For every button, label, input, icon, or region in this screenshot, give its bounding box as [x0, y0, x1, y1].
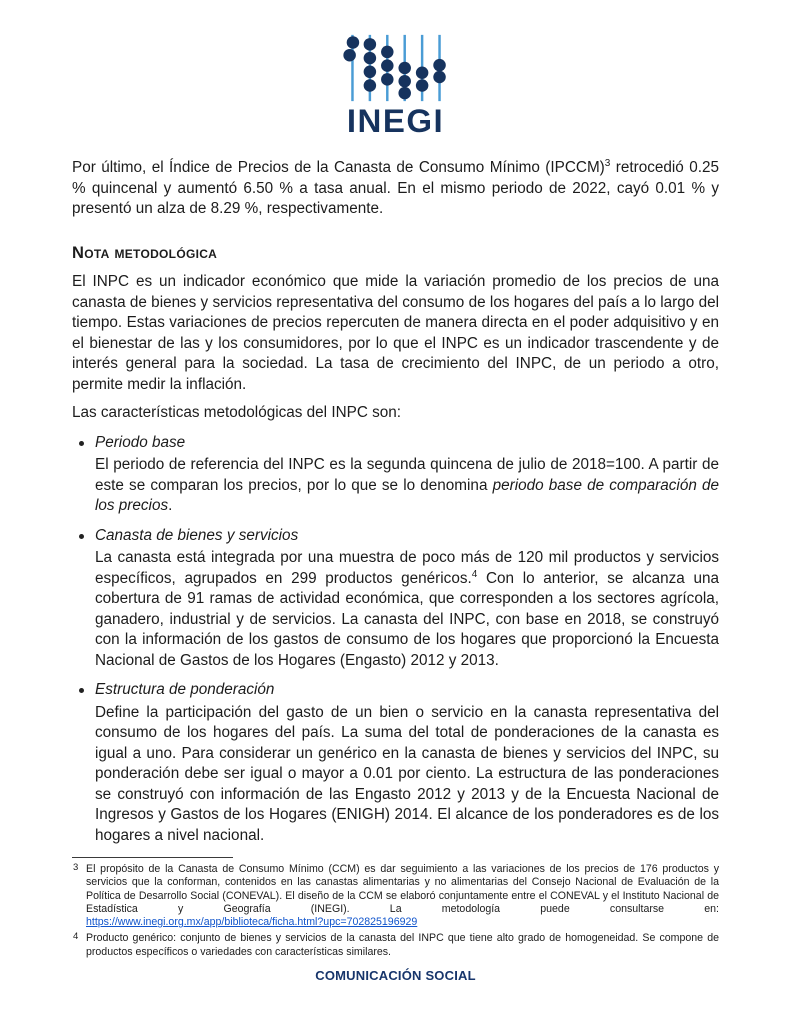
footnote-separator [72, 857, 233, 858]
bullet-canasta [95, 526, 719, 672]
footnote-ref-4: 4 [471, 568, 478, 580]
bullet-body-canasta [95, 548, 719, 671]
periodo-base-text-end: . [168, 497, 173, 514]
footer-comunicacion-social: COMUNICACIÓN SOCIAL [315, 968, 476, 984]
footnote-3-text: El propósito de la Canasta de Consumo Mínimo (CCM) es dar seguimiento a las variaciones de los precios de 176 productos y servicios que la conforman, contenidos en las canastas alimentarias y no alimentarias del Consejo Nacional de Evaluación de la Política de Desarrollo Social (CONEVAL). El diseño de la CCM se elaboró conjuntamente entre el CONEVAL y el Instituto Nacional de Estadística y Geografía (INEGI). La metodología puede consultarse en: [86, 863, 719, 915]
bullet-title-periodo-base: Periodo base [95, 433, 186, 451]
footnote-4-marker: 4 [73, 931, 79, 943]
bullet-dot-icon [79, 688, 84, 693]
intro-paragraph [72, 158, 719, 220]
canasta-text-before: La canasta está integrada por una muestra de poco más de 120 mil productos y servicios específicos, agrupados en 299 productos genéricos. [95, 549, 719, 587]
section-heading-nota-metodologica: Nota metodológica [72, 243, 218, 262]
bullet-title-estructura: Estructura de ponderación [95, 681, 275, 698]
footnote-4 [72, 932, 719, 959]
bullet-body-periodo-base [95, 455, 719, 517]
bullet-title-canasta: Canasta de bienes y servicios [95, 526, 299, 544]
bullet-dot-icon [79, 534, 84, 539]
footnote-3 [72, 863, 719, 929]
inegi-wordmark: INEGI [346, 102, 445, 139]
footnote-3-link[interactable]: https://www.inegi.org.mx/app/biblioteca/ficha.html?upc=702825196929 [86, 916, 418, 929]
footnote-4-text: Producto genérico: conjunto de bienes y servicios de la canasta del INPC que tiene alto grado de homogeneidad. Se compone de productos específicos o variedades con características similares. [86, 932, 719, 958]
bullet-body-estructura: Define la participación del gasto de un bien o servicio en la canasta representativa del consumo de los hogares del país. La suma del total de ponderaciones de la canasta es igual a uno. Para considerar un genérico en la canasta de bienes y servicios del INPC, su ponderación debe ser igual o mayor a 0.01 por ciento. La estructura de las ponderaciones se construyó con información de las Engasto 2012 y 2013 y de la Encuesta Nacional de Ingresos y Gastos de los Hogares (ENIGH) 2014. El alcance de los ponderadores es de los hogares a nivel nacional. [95, 703, 719, 844]
canasta-text-after: Con lo anterior, se alcanza una cobertura de 91 ramas de actividad económica, que corresponden a los sectores agrícola, ganadero, industrial y de servicios. La canasta del INPC, con base en 2018, se construyó con la información de los gastos de consumo de los hogares que proporcionó la Encuesta Nacional de Gastos de los Hogares (Engasto) 2012 y 2013. [95, 569, 719, 669]
bullet-dot-icon [79, 441, 84, 446]
bullet-estructura [95, 680, 719, 846]
periodo-base-italic-term: periodo base de comparación de los precios [95, 476, 719, 514]
inegi-abacus-icon [343, 33, 449, 103]
footnotes-section [72, 863, 719, 959]
bullet-periodo-base [95, 433, 719, 517]
footnote-ref-3: 3 [604, 157, 611, 169]
caracteristicas-lead-paragraph: Las características metodológicas del INPC son: [72, 404, 402, 421]
inegi-logo [72, 33, 719, 137]
periodo-base-text: El periodo de referencia del INPC es la segunda quincena de julio de 2018=100. A partir de este se comparan los precios, por lo que se lo denomina [95, 456, 719, 494]
inpc-description-paragraph: El INPC es un indicador económico que mide la variación promedio de los precios de una canasta de bienes y servicios representativa del consumo de los hogares del país a lo largo del tiempo. Estas variaciones de precios repercuten de manera directa en el poder adquisitivo y en el bienestar de las y los consumidores, por lo que el INPC es un indicador trascendente y de interés general para la sociedad. La tasa de crecimiento del INPC, de un periodo a otro, permite medir la inflación. [72, 273, 719, 393]
intro-text-before: Por último, el Índice de Precios de la Canasta de Consumo Mínimo (IPCCM) [72, 159, 605, 176]
footnote-3-marker: 3 [73, 862, 79, 873]
intro-text-after: retrocedió 0.25 % quincenal y aumentó 6.50 % a tasa anual. En el mismo periodo de 2022, cayó 0.01 % y presentó un alza de 8.29 %, respectivamente. [72, 159, 719, 217]
